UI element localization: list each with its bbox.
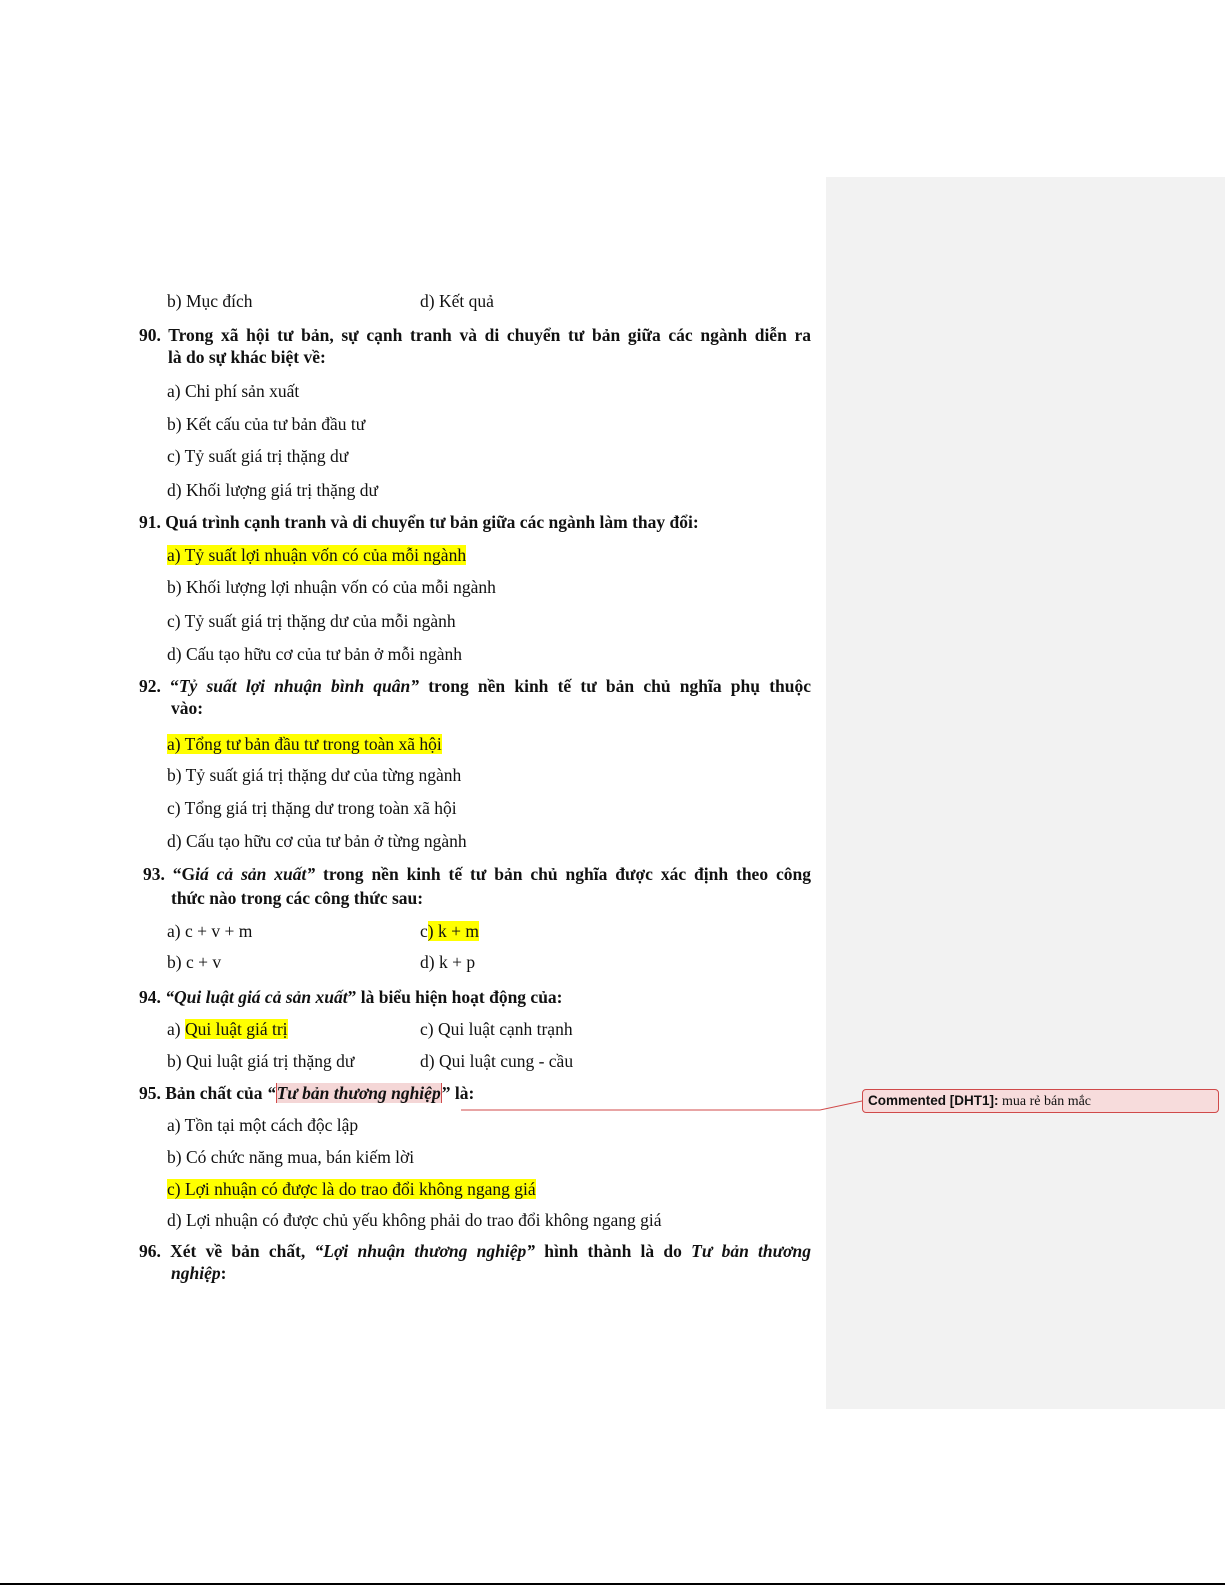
comment-margin-pane [826, 177, 1225, 1409]
q91-option-b: b) Khối lượng lợi nhuận vốn có của mỗi ngành [167, 577, 496, 597]
q90-option-b: b) Kết cấu của tư bản đầu tư [167, 414, 366, 434]
comment-author: Commented [DHT1]: [868, 1093, 999, 1108]
q92-option-c: c) Tổng giá trị thặng dư trong toàn xã hội [167, 798, 457, 818]
q95-option-c-highlighted: c) Lợi nhuận có được là do trao đổi không ngang giá [167, 1179, 536, 1199]
q94-option-c: c) Qui luật cạnh trạnh [420, 1019, 573, 1039]
q94-question: 94. “Qui luật giá cả sản xuất” là biểu hiện hoạt động của: [139, 987, 563, 1007]
q96-question-line1: 96. Xét về bản chất, “Lợi nhuận thương nghiệp” hình thành là do Tư bản thương [139, 1241, 811, 1261]
q95-option-b: b) Có chức năng mua, bán kiếm lời [167, 1147, 415, 1167]
q92-option-d: d) Cấu tạo hữu cơ của tư bản ở từng ngành [167, 831, 467, 851]
q89-option-d: d) Kết quả [420, 291, 494, 311]
q90-option-d: d) Khối lượng giá trị thặng dư [167, 480, 378, 500]
q93-option-b: b) c + v [167, 952, 222, 972]
q90-question-line2: là do sự khác biệt về: [168, 347, 326, 367]
q95-option-a: a) Tồn tại một cách độc lập [167, 1115, 359, 1135]
q90-option-c: c) Tỷ suất giá trị thặng dư [167, 446, 349, 466]
q93-question-line2: thức nào trong các công thức sau: [171, 888, 424, 908]
q89-option-b: b) Mục đích [167, 291, 253, 311]
q93-option-a: a) c + v + m [167, 921, 253, 941]
q94-option-a-highlight: Qui luật giá trị [184, 1019, 288, 1039]
q92-option-b: b) Tỷ suất giá trị thặng dư của từng ngành [167, 765, 462, 785]
q92-option-a-highlighted: a) Tổng tư bản đầu tư trong toàn xã hội [167, 734, 442, 754]
q92-question-line1: 92. “Tỷ suất lợi nhuận bình quân” trong nền kinh tế tư bản chủ nghĩa phụ thuộc [139, 676, 812, 696]
comment-balloon[interactable] [862, 1089, 1219, 1113]
q94-option-d: d) Qui luật cung - cầu [420, 1051, 574, 1071]
q93-option-d: d) k + p [420, 952, 476, 972]
q95-option-d: d) Lợi nhuận có được chủ yếu không phải do trao đổi không ngang giá [167, 1210, 662, 1230]
q91-option-c: c) Tỷ suất giá trị thặng dư của mỗi ngành [167, 611, 456, 631]
q90-question-line1: 90. Trong xã hội tư bản, sự cạnh tranh và di chuyển tư bản giữa các ngành diễn ra [139, 325, 811, 345]
q94-option-a: a) Qui luật giá trị [167, 1019, 288, 1039]
q93-question-line1: 93. “Giá cả sản xuất” trong nền kinh tế tư bản chủ nghĩa được xác định theo công [143, 864, 811, 884]
comment-text: mua rẻ bán mắc [1002, 1094, 1092, 1109]
q95-question: 95. Bản chất của “Tư bản thương nghiệp” là: [139, 1083, 475, 1103]
q94-option-b: b) Qui luật giá trị thặng dư [167, 1051, 355, 1071]
q91-option-a-highlighted: a) Tỷ suất lợi nhuận vốn có của mỗi ngành [167, 545, 467, 565]
q90-option-a: a) Chi phí sản xuất [167, 381, 300, 401]
q96-question-line2: nghiệp: [171, 1263, 227, 1283]
q91-option-d: d) Cấu tạo hữu cơ của tư bản ở mỗi ngành [167, 644, 463, 664]
q91-question: 91. Quá trình cạnh tranh và di chuyển tư bản giữa các ngành làm thay đổi: [139, 512, 699, 532]
q93-option-c: c) k + m [420, 921, 479, 941]
q95-commented-term[interactable]: Tư bản thương nghiệp [276, 1083, 441, 1103]
q92-question-line2: vào: [171, 698, 204, 718]
q93-option-c-highlight: ) k + m [427, 921, 479, 941]
